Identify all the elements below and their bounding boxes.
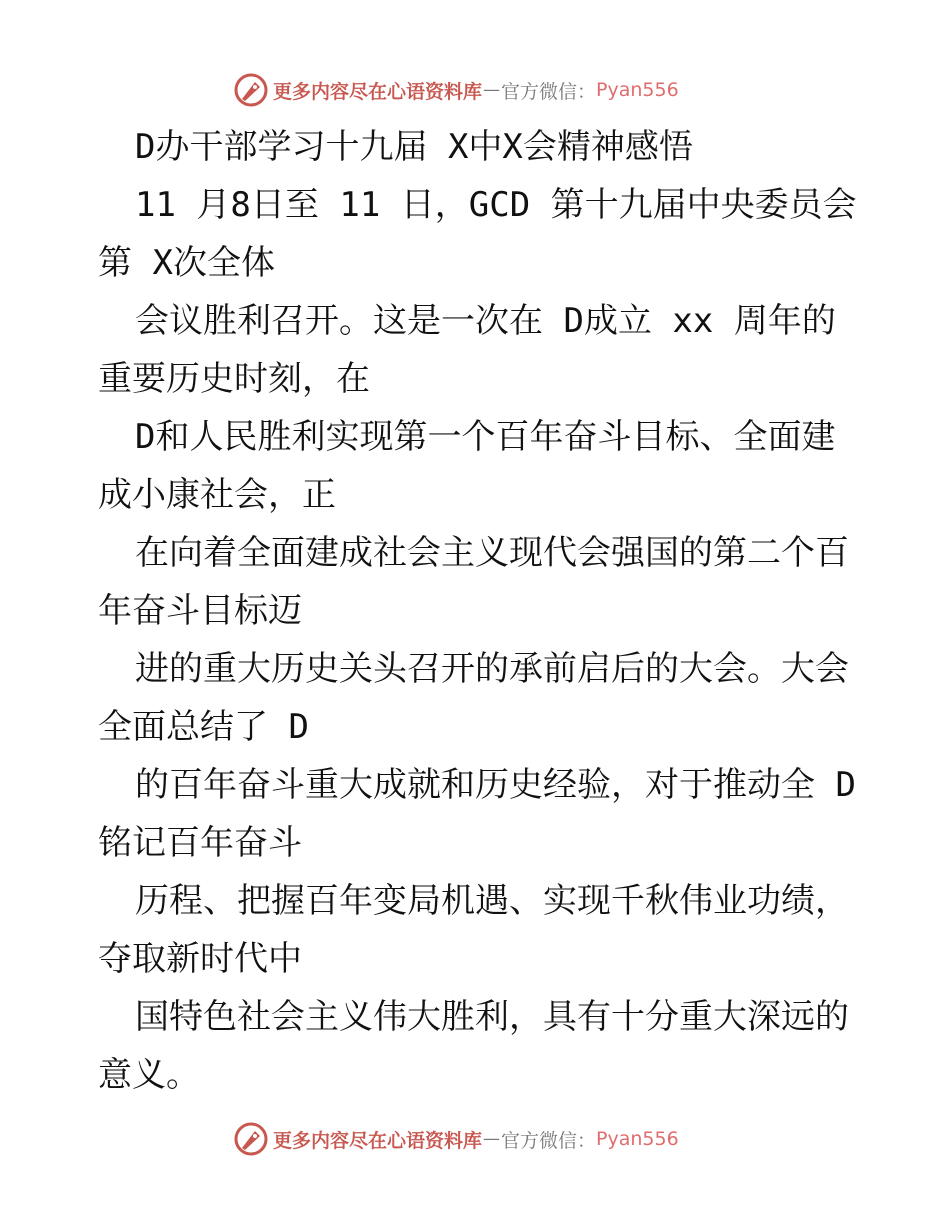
paragraph-line: 第 X次全体 [98, 243, 275, 283]
pen-nib-logo-icon [233, 1121, 269, 1157]
paragraph-line: 重要历史时刻，在 [98, 359, 370, 399]
paragraph-line: 在向着全面建成社会主义现代会强国的第二个百 [135, 533, 849, 573]
pen-nib-logo-icon [233, 72, 269, 108]
watermark-brand-text: 更多内容尽在心语资料库 [273, 80, 483, 103]
watermark-dash: — [483, 1129, 501, 1149]
watermark-footer [233, 1119, 679, 1159]
paragraph-line: 铭记百年奋斗 [98, 823, 302, 863]
watermark-id: Pyan556 [596, 79, 679, 101]
paragraph-line: 历程、把握百年变局机遇、实现千秋伟业功绩， [135, 881, 849, 921]
paragraph-line: 年奋斗目标迈 [98, 591, 302, 631]
paragraph-line: 意义。 [98, 1055, 200, 1095]
watermark-label: 官方微信： [501, 1129, 597, 1152]
paragraph-line: 成小康社会，正 [98, 475, 336, 515]
document-title: D办干部学习十九届 X中X会精神感悟 [135, 127, 693, 167]
paragraph-line: 国特色社会主义伟大胜利，具有十分重大深远的 [135, 997, 849, 1037]
watermark-id: Pyan556 [596, 1128, 679, 1150]
paragraph-line: 会议胜利召开。这是一次在 D成立 xx 周年的 [135, 301, 836, 341]
paragraph-line: 夺取新时代中 [98, 939, 302, 979]
paragraph-line: 11 月8日至 11 日，GCD 第十九届中央委员会 [135, 185, 857, 225]
paragraph-line: D和人民胜利实现第一个百年奋斗目标、全面建 [135, 417, 836, 457]
document-body [98, 118, 858, 1104]
watermark-brand-text: 更多内容尽在心语资料库 [273, 1129, 483, 1152]
watermark-dash: — [483, 80, 501, 100]
paragraph-line: 的百年奋斗重大成就和历史经验，对于推动全 D [135, 765, 856, 805]
paragraph-line: 进的重大历史关头召开的承前启后的大会。大会 [135, 649, 849, 689]
watermark-label: 官方微信： [501, 80, 597, 103]
paragraph-line: 全面总结了 D [98, 707, 309, 747]
watermark-header [233, 70, 679, 110]
